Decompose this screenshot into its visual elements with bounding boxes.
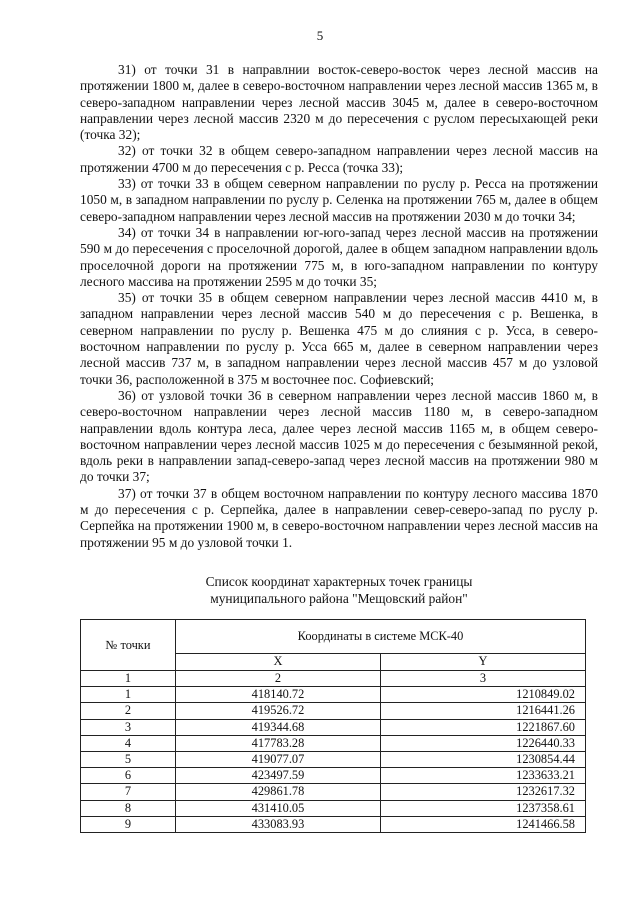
table-row (81, 719, 586, 735)
y-coordinate-cell: 1221867.60 (381, 719, 586, 735)
x-coordinate-cell: 419344.68 (176, 719, 381, 735)
table-caption (80, 574, 598, 607)
y-coordinate-cell: 1216441.26 (381, 703, 586, 719)
y-coordinate-cell: 1237358.61 (381, 800, 586, 816)
table-row (81, 735, 586, 751)
paragraph-31: 31) от точки 31 в направлнии восток-северо-восток через лесной массив на протяжении 1800 м, далее в северо-восточном направлении через лесной массив 1365 м, в северо-западном направлении через лесной массив 3045 м, далее в северо-восточном направлении через лесной массив 2320 м до пересечения с руслом пересыхающей реки (точка 32); (80, 62, 598, 143)
point-number-cell: 1 (81, 687, 176, 703)
y-coordinate-cell: 1233633.21 (381, 768, 586, 784)
table-row (81, 752, 586, 768)
header-point-number: № точки (81, 620, 176, 671)
paragraph-36: 36) от узловой точки 36 в северном направлении через лесной массив 1860 м, в северо-восточном направлении через лесной массив 1180 м, в северо-западном направлении вдоль контура леса, далее через лесной массив 1165 м, в общем северо-восточном направлении через лесной массив 1025 м до пересечения с безымянной рекой, вдоль реки в направлении запад-северо-запад через лесной массив на протяжении 980 м до точки 37; (80, 387, 598, 485)
point-number-cell: 3 (81, 719, 176, 735)
index-cell: 3 (381, 671, 586, 687)
index-cell: 2 (176, 671, 381, 687)
table-caption-line-1: Список координат характерных точек границы (205, 574, 473, 589)
point-number-cell: 6 (81, 768, 176, 784)
paragraph-34: 34) от точки 34 в направлении юг-юго-запад через лесной массив на протяжении 590 м до пересечения с проселочной дорогой, далее в общем западном направлении вдоль проселочной дороги на протяжении 775 м, в юго-западном направлении по контуру лесного массива на протяжении 2595 м до точки 35; (80, 224, 598, 289)
paragraph-37: 37) от точки 37 в общем восточном направлении по контуру лесного массива 1870 м до пересечения с р. Серпейка, далее в направлении север-северо-запад по руслу р. Серпейка на протяжении 1900 м, в северо-восточном направлении через лесной массив на протяжении 95 м до узловой точки 1. (80, 485, 598, 550)
y-coordinate-cell: 1230854.44 (381, 752, 586, 768)
index-cell: 1 (81, 671, 176, 687)
y-coordinate-cell: 1226440.33 (381, 735, 586, 751)
x-coordinate-cell: 431410.05 (176, 800, 381, 816)
x-coordinate-cell: 433083.93 (176, 816, 381, 832)
y-coordinate-cell: 1210849.02 (381, 687, 586, 703)
paragraph-32: 32) от точки 32 в общем северо-западном направлении через лесной массив на протяжении 4700 м до пересечения с р. Ресса (точка 33); (80, 143, 598, 175)
table-row (81, 784, 586, 800)
page-number: 5 (316, 28, 324, 43)
y-coordinate-cell: 1232617.32 (381, 784, 586, 800)
table-row (81, 816, 586, 832)
table-row (81, 687, 586, 703)
point-number-cell: 8 (81, 800, 176, 816)
point-number-cell: 4 (81, 735, 176, 751)
paragraph-33: 33) от точки 33 в общем северном направлении по руслу р. Ресса на протяжении 1050 м, в западном направлении по руслу р. Селенка на протяжении 765 м, далее в общем северо-западном направлении через лесной массив на протяжении 2030 м до точки 34; (80, 176, 598, 224)
x-coordinate-cell: 417783.28 (176, 735, 381, 751)
header-y: Y (381, 653, 586, 670)
header-coordinates-group: Координаты в системе МСК-40 (176, 620, 586, 654)
point-number-cell: 5 (81, 752, 176, 768)
paragraph-35: 35) от точки 35 в общем северном направлении через лесной массив 4410 м, в западном направлении через лесной массив 540 м до пересечения с р. Вешенка, в северном направлении по руслу р. Вешенка 475 м до слияния с р. Усса, в северо-восточном направлении по руслу р. Усса 665 м, далее в северном направлении через лесной массив 737 м, в западном направлении через лесной массив 457 м до узловой точки 36, расположенной в 375 м восточнее пос. Софиевский; (80, 290, 598, 387)
table-index-row (81, 671, 586, 687)
table-body (81, 687, 586, 833)
x-coordinate-cell: 419077.07 (176, 752, 381, 768)
coordinates-table (80, 619, 586, 833)
x-coordinate-cell: 429861.78 (176, 784, 381, 800)
table-caption-line-2: муниципального района "Мещовский район" (210, 590, 468, 606)
x-coordinate-cell: 419526.72 (176, 703, 381, 719)
x-coordinate-cell: 418140.72 (176, 687, 381, 703)
table-row (81, 800, 586, 816)
x-coordinate-cell: 423497.59 (176, 768, 381, 784)
table-row (81, 768, 586, 784)
point-number-cell: 7 (81, 784, 176, 800)
table-row (81, 703, 586, 719)
point-number-cell: 9 (81, 816, 176, 832)
y-coordinate-cell: 1241466.58 (381, 816, 586, 832)
header-x: X (176, 653, 381, 670)
body-text (80, 62, 598, 551)
point-number-cell: 2 (81, 703, 176, 719)
